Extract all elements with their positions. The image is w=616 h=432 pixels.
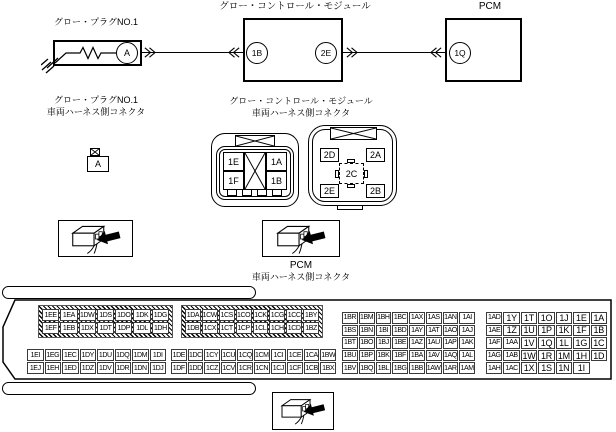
cavity-2c-tab [347, 184, 355, 188]
pin-1bm: 1BM [359, 312, 375, 324]
pin-1cr: 1CR [237, 362, 253, 374]
pin-1as: 1AS [426, 312, 442, 324]
pin-1u: 1U [521, 325, 537, 337]
pin-1ec: 1EC [62, 349, 79, 361]
module-pin-1b: 1B [246, 42, 268, 64]
pin-1ci: 1CI [271, 349, 287, 361]
module-pin-2e: 2E [315, 42, 337, 64]
pin-1i: 1I [573, 362, 589, 374]
pin-1l: 1L [556, 337, 572, 349]
gcm-connector-label [214, 96, 388, 119]
pin-1do: 1DO [115, 309, 132, 321]
pin-1dz: 1DZ [80, 362, 97, 374]
pin-1cc: 1CC [286, 309, 302, 321]
gcm-connector-1-drawing [211, 133, 299, 207]
pin-1dx: 1DX [79, 322, 96, 334]
pin-1bf: 1BF [392, 350, 408, 362]
pin-1bs: 1BS [342, 325, 358, 337]
pin-1aj: 1AJ [459, 325, 475, 337]
pin-1b: 1B [591, 325, 607, 337]
pin-1dm: 1DM [132, 349, 149, 361]
glow-plug-circuit-icon [54, 41, 118, 65]
pin-1dk: 1DK [133, 309, 150, 321]
pin-1dn: 1DN [132, 362, 149, 374]
pin-1cm: 1CM [254, 349, 270, 361]
glow-plug-connector-label-line2: 車両ハーネス側コネクタ [46, 106, 146, 117]
pin-1am: 1AM [459, 362, 475, 374]
pin-1ed: 1ED [62, 362, 79, 374]
pin-1ea: 1EA [60, 309, 77, 321]
pin-1cg: 1CG [269, 309, 285, 321]
pin-1de: 1DE [171, 349, 187, 361]
pin-1dt: 1DT [97, 322, 114, 334]
pin-1ce: 1CE [287, 349, 303, 361]
pin-1q: 1Q [538, 337, 554, 349]
pin-1o: 1O [538, 312, 554, 324]
pin-1ae: 1AE [486, 325, 502, 337]
pin-1da: 1DA [185, 309, 201, 321]
connector-notch [242, 190, 252, 196]
pin-1m: 1M [556, 350, 572, 362]
pin-1z: 1Z [503, 325, 519, 337]
pin-1n: 1N [556, 362, 572, 374]
pin-1cu: 1CU [221, 349, 237, 361]
pin-1bv: 1BV [342, 362, 358, 374]
pin-1eg: 1EG [45, 349, 62, 361]
pin-1ak: 1AK [459, 337, 475, 349]
pin-1e: 1E [573, 312, 589, 324]
pin-1dg: 1DG [152, 309, 169, 321]
pin-1df: 1DF [171, 362, 187, 374]
ground-icon [41, 57, 60, 74]
connector-notch [227, 190, 237, 196]
pin-1cj: 1CJ [271, 362, 287, 374]
pin-1aa: 1AA [503, 337, 519, 349]
gcm-connector-label-line1: グロー・コントロール・モジュール [229, 96, 373, 106]
pin-1cx: 1CX [202, 322, 218, 334]
pin-1ej: 1EJ [27, 362, 44, 374]
pin-1ah: 1AH [486, 362, 502, 374]
pin-1bc: 1BC [392, 312, 408, 324]
cavity-2c-tab [364, 170, 368, 178]
connector-arrow-icon [270, 223, 332, 255]
pin-1dw: 1DW [79, 309, 96, 321]
cavity-2c: 2C [339, 163, 364, 184]
pin-1cf: 1CF [287, 362, 303, 374]
pin-1ap: 1AP [443, 337, 459, 349]
pin-1dq: 1DQ [115, 349, 132, 361]
pcm-pin-block-f [486, 312, 607, 374]
pin-1h: 1H [573, 350, 589, 362]
pin-1ct: 1CT [219, 322, 235, 334]
pin-1ca: 1CA [304, 349, 320, 361]
pin-1ef: 1EF [42, 322, 59, 334]
pin-1c: 1C [591, 337, 607, 349]
pin-1cv: 1CV [221, 362, 237, 374]
harness-view-icon-box [272, 392, 334, 430]
pin-1ch: 1CH [269, 322, 285, 334]
pcm-connector-label-line2: 車両ハーネス側コネクタ [251, 271, 351, 282]
pin-1co: 1CO [236, 309, 252, 321]
pin-1v: 1V [521, 337, 537, 349]
cavity-2e: 2E [320, 184, 339, 198]
pcm-pin-block-e [342, 312, 475, 374]
pcm-pin-block-a [38, 305, 173, 338]
pin-1dr: 1DR [115, 362, 132, 374]
pin-1dp: 1DP [115, 322, 132, 334]
pin-grid-a [42, 309, 169, 334]
connector-arrow-icon [65, 223, 127, 255]
pin-1bw: 1BW [320, 349, 336, 361]
pin-1af: 1AF [486, 337, 502, 349]
pin-1bg: 1BG [392, 362, 408, 374]
cavity-2d: 2D [320, 148, 339, 162]
pin-1t: 1T [521, 312, 537, 324]
connector-chevron-out-icon [143, 46, 156, 59]
pcm-pin-block-d [171, 349, 336, 374]
pin-1f: 1F [573, 325, 589, 337]
pin-1br: 1BR [342, 312, 358, 324]
pin-1cs: 1CS [219, 309, 235, 321]
cavity-1a: 1A [266, 152, 287, 171]
glow-plug-pin-a: A [116, 42, 138, 64]
pin-1ck: 1CK [253, 309, 269, 321]
harness-view-icon-box [58, 220, 133, 257]
pin-1bz: 1BZ [303, 322, 319, 334]
pcm-pin-1q: 1Q [449, 42, 471, 64]
pin-1r: 1R [538, 350, 554, 362]
pin-1ee: 1EE [42, 309, 59, 321]
cavity-2b: 2B [366, 184, 385, 198]
pin-1aw: 1AW [426, 362, 442, 374]
pin-1bp: 1BP [359, 350, 375, 362]
pin-1ei: 1EI [27, 349, 44, 361]
pin-1dj: 1DJ [150, 362, 167, 374]
connector-chevron-out-icon [345, 46, 358, 59]
pin-1bu: 1BU [342, 350, 358, 362]
pin-1dy: 1DY [80, 349, 97, 361]
pin-1ab: 1AB [503, 350, 519, 362]
pcm-pin-block-b [181, 305, 323, 338]
pin-1ar: 1AR [443, 362, 459, 374]
glow-plug-title: グロー・プラグNO.1 [53, 17, 138, 27]
pin-1bb: 1BB [409, 362, 425, 374]
pcm-pin-block-c [27, 349, 166, 374]
pin-1dd: 1DD [188, 362, 204, 374]
pin-1bk: 1BK [376, 350, 392, 362]
pin-1bo: 1BO [359, 337, 375, 349]
connector-keyway-icon [235, 135, 275, 147]
pin-1cz: 1CZ [204, 362, 220, 374]
pin-1ay: 1AY [409, 325, 425, 337]
pin-1az: 1AZ [409, 337, 425, 349]
connector-chevron-in-icon [430, 46, 443, 59]
pin-1p: 1P [538, 325, 554, 337]
pcm-connector-label [226, 260, 376, 283]
connector-chevron-in-icon [228, 46, 241, 59]
pin-1be: 1BE [392, 337, 408, 349]
pin-1y: 1Y [503, 312, 519, 324]
glow-plug-connector-label-line1: グロー・プラグNO.1 [53, 95, 138, 105]
pin-1du: 1DU [97, 349, 114, 361]
pin-1w: 1W [522, 350, 536, 361]
pin-1dc: 1DC [188, 349, 204, 361]
pin-1ds: 1DS [97, 309, 114, 321]
pin-1bq: 1BQ [359, 362, 375, 374]
glow-control-module-title: グロー・コントロール・モジュール [219, 1, 371, 12]
pin-1cn: 1CN [254, 362, 270, 374]
pin-1eh: 1EH [45, 362, 62, 374]
connector-keyway-icon [330, 127, 377, 140]
pin-1s: 1S [538, 362, 554, 374]
pcm-title: PCM [478, 1, 502, 12]
pin-1cl: 1CL [253, 322, 269, 334]
pin-1al: 1AL [459, 350, 475, 362]
pin-1k: 1K [556, 325, 572, 337]
pin-1cb: 1CB [304, 362, 320, 374]
pin-1ao: 1AO [443, 325, 459, 337]
pin-1d: 1D [591, 350, 607, 362]
pin-1bt: 1BT [342, 337, 358, 349]
pin-1ag: 1AG [486, 350, 502, 362]
pin-1av: 1AV [426, 350, 442, 362]
pin-1bj: 1BJ [376, 337, 392, 349]
gcm-connector-2-drawing [308, 125, 397, 208]
pin-1by: 1BY [303, 309, 319, 321]
pin-1g: 1G [573, 337, 589, 349]
pin-1x: 1X [521, 362, 537, 374]
pin-1bl: 1BL [376, 362, 392, 374]
pin-1cy: 1CY [204, 349, 220, 361]
pin-1di: 1DI [150, 349, 167, 361]
pcm-connector-label-line1: PCM [289, 260, 313, 271]
blocked-cavity-icon [244, 152, 266, 190]
pin-1dl: 1DL [133, 322, 150, 334]
pin-1bx: 1BX [320, 362, 336, 374]
pin-1dh: 1DH [152, 322, 169, 334]
connector-notch [257, 190, 267, 196]
pin-1cp: 1CP [236, 322, 252, 334]
pin-1au: 1AU [426, 337, 442, 349]
connector-key-icon [90, 148, 100, 156]
pin-1cw: 1CW [202, 309, 218, 321]
pin-1aq: 1AQ [443, 350, 459, 362]
pin-1ai: 1AI [459, 312, 475, 324]
connector-arrow-icon [275, 396, 331, 426]
glow-plug-connector-a: A [87, 156, 109, 172]
pin-1ad: 1AD [486, 312, 502, 324]
pin-1bn: 1BN [359, 325, 375, 337]
pin-1bi: 1BI [376, 325, 392, 337]
harness-view-icon-box [262, 220, 340, 257]
connector-notch [272, 190, 282, 196]
gcm-connector-label-line2: 車両ハーネス側コネクタ [251, 107, 351, 118]
pin-1dv: 1DV [97, 362, 114, 374]
cavity-1e: 1E [223, 152, 244, 171]
cavity-1b: 1B [266, 171, 287, 190]
pcm-connector-bottom-rail [2, 382, 256, 395]
pin-1at: 1AT [426, 325, 442, 337]
pin-1ac: 1AC [503, 362, 519, 374]
pin-1eb: 1EB [60, 322, 77, 334]
pin-1ax: 1AX [409, 312, 425, 324]
cavity-2a: 2A [366, 148, 385, 162]
pin-1ba: 1BA [409, 350, 425, 362]
glow-plug-connector-label [22, 95, 170, 118]
pin-grid-b [185, 309, 319, 334]
pin-1j: 1J [556, 312, 572, 324]
pin-1a: 1A [591, 312, 607, 324]
pin-1cq: 1CQ [237, 349, 253, 361]
pin-1cd: 1CD [286, 322, 302, 334]
pin-1db: 1DB [185, 322, 201, 334]
pin-1bh: 1BH [376, 312, 392, 324]
pin-1an: 1AN [443, 312, 459, 324]
pin-1bd: 1BD [392, 325, 408, 337]
cavity-1f: 1F [223, 171, 244, 190]
